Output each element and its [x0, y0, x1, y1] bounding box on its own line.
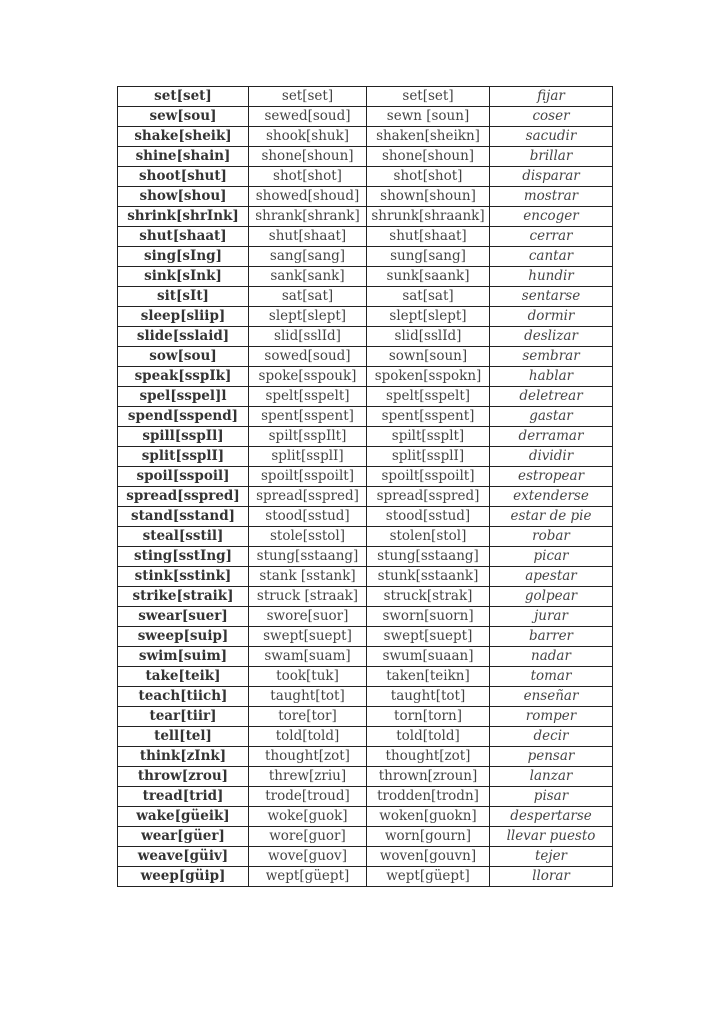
base-form-cell: shake[sheik]	[118, 127, 249, 147]
table-row	[118, 247, 613, 267]
participle-form-cell: spilt[ssplt]	[367, 427, 490, 447]
table-row	[118, 527, 613, 547]
past-form-cell: told[told]	[249, 727, 367, 747]
verb-table-body	[118, 87, 613, 887]
base-form-cell: sting[sstIng]	[118, 547, 249, 567]
participle-form-cell: shrunk[shraank]	[367, 207, 490, 227]
participle-form-cell: torn[torn]	[367, 707, 490, 727]
base-form-cell: shut[shaat]	[118, 227, 249, 247]
base-form-cell: sink[sInk]	[118, 267, 249, 287]
translation-cell: derramar	[490, 427, 613, 447]
table-row	[118, 447, 613, 467]
table-row	[118, 787, 613, 807]
table-row	[118, 867, 613, 887]
table-row	[118, 227, 613, 247]
translation-cell: extenderse	[490, 487, 613, 507]
translation-cell: decir	[490, 727, 613, 747]
past-form-cell: tore[tor]	[249, 707, 367, 727]
base-form-cell: set[set]	[118, 87, 249, 107]
base-form-cell: take[teik]	[118, 667, 249, 687]
translation-cell: coser	[490, 107, 613, 127]
translation-cell: nadar	[490, 647, 613, 667]
table-row	[118, 307, 613, 327]
participle-form-cell: taught[tot]	[367, 687, 490, 707]
past-form-cell: stank [sstank]	[249, 567, 367, 587]
past-form-cell: spoilt[sspoilt]	[249, 467, 367, 487]
table-row	[118, 727, 613, 747]
base-form-cell: sweep[suip]	[118, 627, 249, 647]
participle-form-cell: sown[soun]	[367, 347, 490, 367]
translation-cell: llorar	[490, 867, 613, 887]
table-row	[118, 667, 613, 687]
past-form-cell: trode[troud]	[249, 787, 367, 807]
past-form-cell: sat[sat]	[249, 287, 367, 307]
base-form-cell: weep[güip]	[118, 867, 249, 887]
past-form-cell: spread[sspred]	[249, 487, 367, 507]
past-form-cell: swept[suept]	[249, 627, 367, 647]
translation-cell: pisar	[490, 787, 613, 807]
translation-cell: sembrar	[490, 347, 613, 367]
past-form-cell: showed[shoud]	[249, 187, 367, 207]
translation-cell: disparar	[490, 167, 613, 187]
past-form-cell: stood[sstud]	[249, 507, 367, 527]
past-form-cell: swam[suam]	[249, 647, 367, 667]
past-form-cell: wept[güept]	[249, 867, 367, 887]
translation-cell: barrer	[490, 627, 613, 647]
table-row	[118, 807, 613, 827]
past-form-cell: spoke[sspouk]	[249, 367, 367, 387]
table-row	[118, 547, 613, 567]
base-form-cell: spel[sspel]l	[118, 387, 249, 407]
past-form-cell: shone[shoun]	[249, 147, 367, 167]
table-row	[118, 147, 613, 167]
table-row	[118, 827, 613, 847]
table-row	[118, 507, 613, 527]
base-form-cell: shine[shain]	[118, 147, 249, 167]
base-form-cell: stand[sstand]	[118, 507, 249, 527]
base-form-cell: speak[sspIk]	[118, 367, 249, 387]
table-row	[118, 127, 613, 147]
translation-cell: lanzar	[490, 767, 613, 787]
translation-cell: brillar	[490, 147, 613, 167]
participle-form-cell: worn[gourn]	[367, 827, 490, 847]
table-row	[118, 647, 613, 667]
past-form-cell: sewed[soud]	[249, 107, 367, 127]
table-row	[118, 487, 613, 507]
table-row	[118, 267, 613, 287]
base-form-cell: stink[sstink]	[118, 567, 249, 587]
participle-form-cell: spent[sspent]	[367, 407, 490, 427]
table-row	[118, 207, 613, 227]
participle-form-cell: stung[sstaang]	[367, 547, 490, 567]
translation-cell: deletrear	[490, 387, 613, 407]
base-form-cell: swim[suim]	[118, 647, 249, 667]
translation-cell: hundir	[490, 267, 613, 287]
translation-cell: robar	[490, 527, 613, 547]
table-row	[118, 687, 613, 707]
past-form-cell: spilt[sspIlt]	[249, 427, 367, 447]
participle-form-cell: spread[sspred]	[367, 487, 490, 507]
past-form-cell: took[tuk]	[249, 667, 367, 687]
participle-form-cell: wept[güept]	[367, 867, 490, 887]
table-row	[118, 627, 613, 647]
translation-cell: deslizar	[490, 327, 613, 347]
participle-form-cell: struck[strak]	[367, 587, 490, 607]
translation-cell: cantar	[490, 247, 613, 267]
translation-cell: romper	[490, 707, 613, 727]
participle-form-cell: shut[shaat]	[367, 227, 490, 247]
past-form-cell: thought[zot]	[249, 747, 367, 767]
past-form-cell: spent[sspent]	[249, 407, 367, 427]
translation-cell: apestar	[490, 567, 613, 587]
translation-cell: enseñar	[490, 687, 613, 707]
participle-form-cell: thrown[zroun]	[367, 767, 490, 787]
participle-form-cell: taken[teikn]	[367, 667, 490, 687]
participle-form-cell: shone[shoun]	[367, 147, 490, 167]
participle-form-cell: stunk[sstaank]	[367, 567, 490, 587]
past-form-cell: stung[sstaang]	[249, 547, 367, 567]
translation-cell: picar	[490, 547, 613, 567]
translation-cell: dormir	[490, 307, 613, 327]
translation-cell: sacudir	[490, 127, 613, 147]
base-form-cell: tread[trid]	[118, 787, 249, 807]
translation-cell: encoger	[490, 207, 613, 227]
past-form-cell: wove[guov]	[249, 847, 367, 867]
base-form-cell: tear[tiir]	[118, 707, 249, 727]
base-form-cell: teach[tiich]	[118, 687, 249, 707]
base-form-cell: tell[tel]	[118, 727, 249, 747]
past-form-cell: slid[sslId]	[249, 327, 367, 347]
table-row	[118, 707, 613, 727]
participle-form-cell: slept[slept]	[367, 307, 490, 327]
past-form-cell: shot[shot]	[249, 167, 367, 187]
translation-cell: tejer	[490, 847, 613, 867]
base-form-cell: swear[suer]	[118, 607, 249, 627]
participle-form-cell: stood[sstud]	[367, 507, 490, 527]
base-form-cell: throw[zrou]	[118, 767, 249, 787]
table-row	[118, 187, 613, 207]
base-form-cell: spoil[sspoil]	[118, 467, 249, 487]
base-form-cell: sleep[sliip]	[118, 307, 249, 327]
past-form-cell: sank[sank]	[249, 267, 367, 287]
base-form-cell: strike[straik]	[118, 587, 249, 607]
base-form-cell: steal[sstil]	[118, 527, 249, 547]
participle-form-cell: sung[sang]	[367, 247, 490, 267]
past-form-cell: shut[shaat]	[249, 227, 367, 247]
table-row	[118, 387, 613, 407]
participle-form-cell: trodden[trodn]	[367, 787, 490, 807]
past-form-cell: threw[zriu]	[249, 767, 367, 787]
participle-form-cell: told[told]	[367, 727, 490, 747]
participle-form-cell: thought[zot]	[367, 747, 490, 767]
participle-form-cell: set[set]	[367, 87, 490, 107]
base-form-cell: shoot[shut]	[118, 167, 249, 187]
past-form-cell: sang[sang]	[249, 247, 367, 267]
translation-cell: cerrar	[490, 227, 613, 247]
base-form-cell: sow[sou]	[118, 347, 249, 367]
participle-form-cell: woven[gouvn]	[367, 847, 490, 867]
translation-cell: pensar	[490, 747, 613, 767]
translation-cell: hablar	[490, 367, 613, 387]
table-row	[118, 767, 613, 787]
past-form-cell: wore[guor]	[249, 827, 367, 847]
base-form-cell: sit[sIt]	[118, 287, 249, 307]
participle-form-cell: spoilt[sspoilt]	[367, 467, 490, 487]
participle-form-cell: sunk[saank]	[367, 267, 490, 287]
past-form-cell: shrank[shrank]	[249, 207, 367, 227]
participle-form-cell: woken[guokn]	[367, 807, 490, 827]
participle-form-cell: sworn[suorn]	[367, 607, 490, 627]
table-row	[118, 167, 613, 187]
base-form-cell: wake[güeik]	[118, 807, 249, 827]
base-form-cell: slide[sslaid]	[118, 327, 249, 347]
translation-cell: despertarse	[490, 807, 613, 827]
translation-cell: tomar	[490, 667, 613, 687]
past-form-cell: struck [straak]	[249, 587, 367, 607]
translation-cell: sentarse	[490, 287, 613, 307]
participle-form-cell: slid[sslId]	[367, 327, 490, 347]
participle-form-cell: sat[sat]	[367, 287, 490, 307]
participle-form-cell: shown[shoun]	[367, 187, 490, 207]
base-form-cell: think[zInk]	[118, 747, 249, 767]
participle-form-cell: swept[suept]	[367, 627, 490, 647]
translation-cell: fijar	[490, 87, 613, 107]
participle-form-cell: shot[shot]	[367, 167, 490, 187]
base-form-cell: spill[sspIl]	[118, 427, 249, 447]
base-form-cell: spread[sspred]	[118, 487, 249, 507]
base-form-cell: split[ssplI]	[118, 447, 249, 467]
participle-form-cell: spelt[sspelt]	[367, 387, 490, 407]
past-form-cell: slept[slept]	[249, 307, 367, 327]
past-form-cell: taught[tot]	[249, 687, 367, 707]
table-row	[118, 427, 613, 447]
base-form-cell: weave[güiv]	[118, 847, 249, 867]
table-row	[118, 327, 613, 347]
table-row	[118, 567, 613, 587]
base-form-cell: sew[sou]	[118, 107, 249, 127]
participle-form-cell: shaken[sheikn]	[367, 127, 490, 147]
table-row	[118, 367, 613, 387]
base-form-cell: wear[güer]	[118, 827, 249, 847]
table-row	[118, 467, 613, 487]
participle-form-cell: swum[suaan]	[367, 647, 490, 667]
translation-cell: mostrar	[490, 187, 613, 207]
participle-form-cell: sewn [soun]	[367, 107, 490, 127]
past-form-cell: stole[sstol]	[249, 527, 367, 547]
table-row	[118, 607, 613, 627]
base-form-cell: shrink[shrInk]	[118, 207, 249, 227]
table-row	[118, 87, 613, 107]
past-form-cell: set[set]	[249, 87, 367, 107]
table-row	[118, 107, 613, 127]
past-form-cell: woke[guok]	[249, 807, 367, 827]
past-form-cell: sowed[soud]	[249, 347, 367, 367]
table-row	[118, 747, 613, 767]
past-form-cell: split[ssplI]	[249, 447, 367, 467]
past-form-cell: swore[suor]	[249, 607, 367, 627]
base-form-cell: sing[sIng]	[118, 247, 249, 267]
table-row	[118, 287, 613, 307]
table-row	[118, 347, 613, 367]
translation-cell: dividir	[490, 447, 613, 467]
past-form-cell: shook[shuk]	[249, 127, 367, 147]
translation-cell: estropear	[490, 467, 613, 487]
base-form-cell: show[shou]	[118, 187, 249, 207]
table-row	[118, 847, 613, 867]
translation-cell: golpear	[490, 587, 613, 607]
translation-cell: gastar	[490, 407, 613, 427]
translation-cell: estar de pie	[490, 507, 613, 527]
participle-form-cell: stolen[stol]	[367, 527, 490, 547]
table-row	[118, 407, 613, 427]
translation-cell: jurar	[490, 607, 613, 627]
participle-form-cell: split[ssplI]	[367, 447, 490, 467]
translation-cell: llevar puesto	[490, 827, 613, 847]
participle-form-cell: spoken[sspokn]	[367, 367, 490, 387]
past-form-cell: spelt[sspelt]	[249, 387, 367, 407]
irregular-verbs-table	[117, 86, 613, 887]
base-form-cell: spend[sspend]	[118, 407, 249, 427]
table-row	[118, 587, 613, 607]
